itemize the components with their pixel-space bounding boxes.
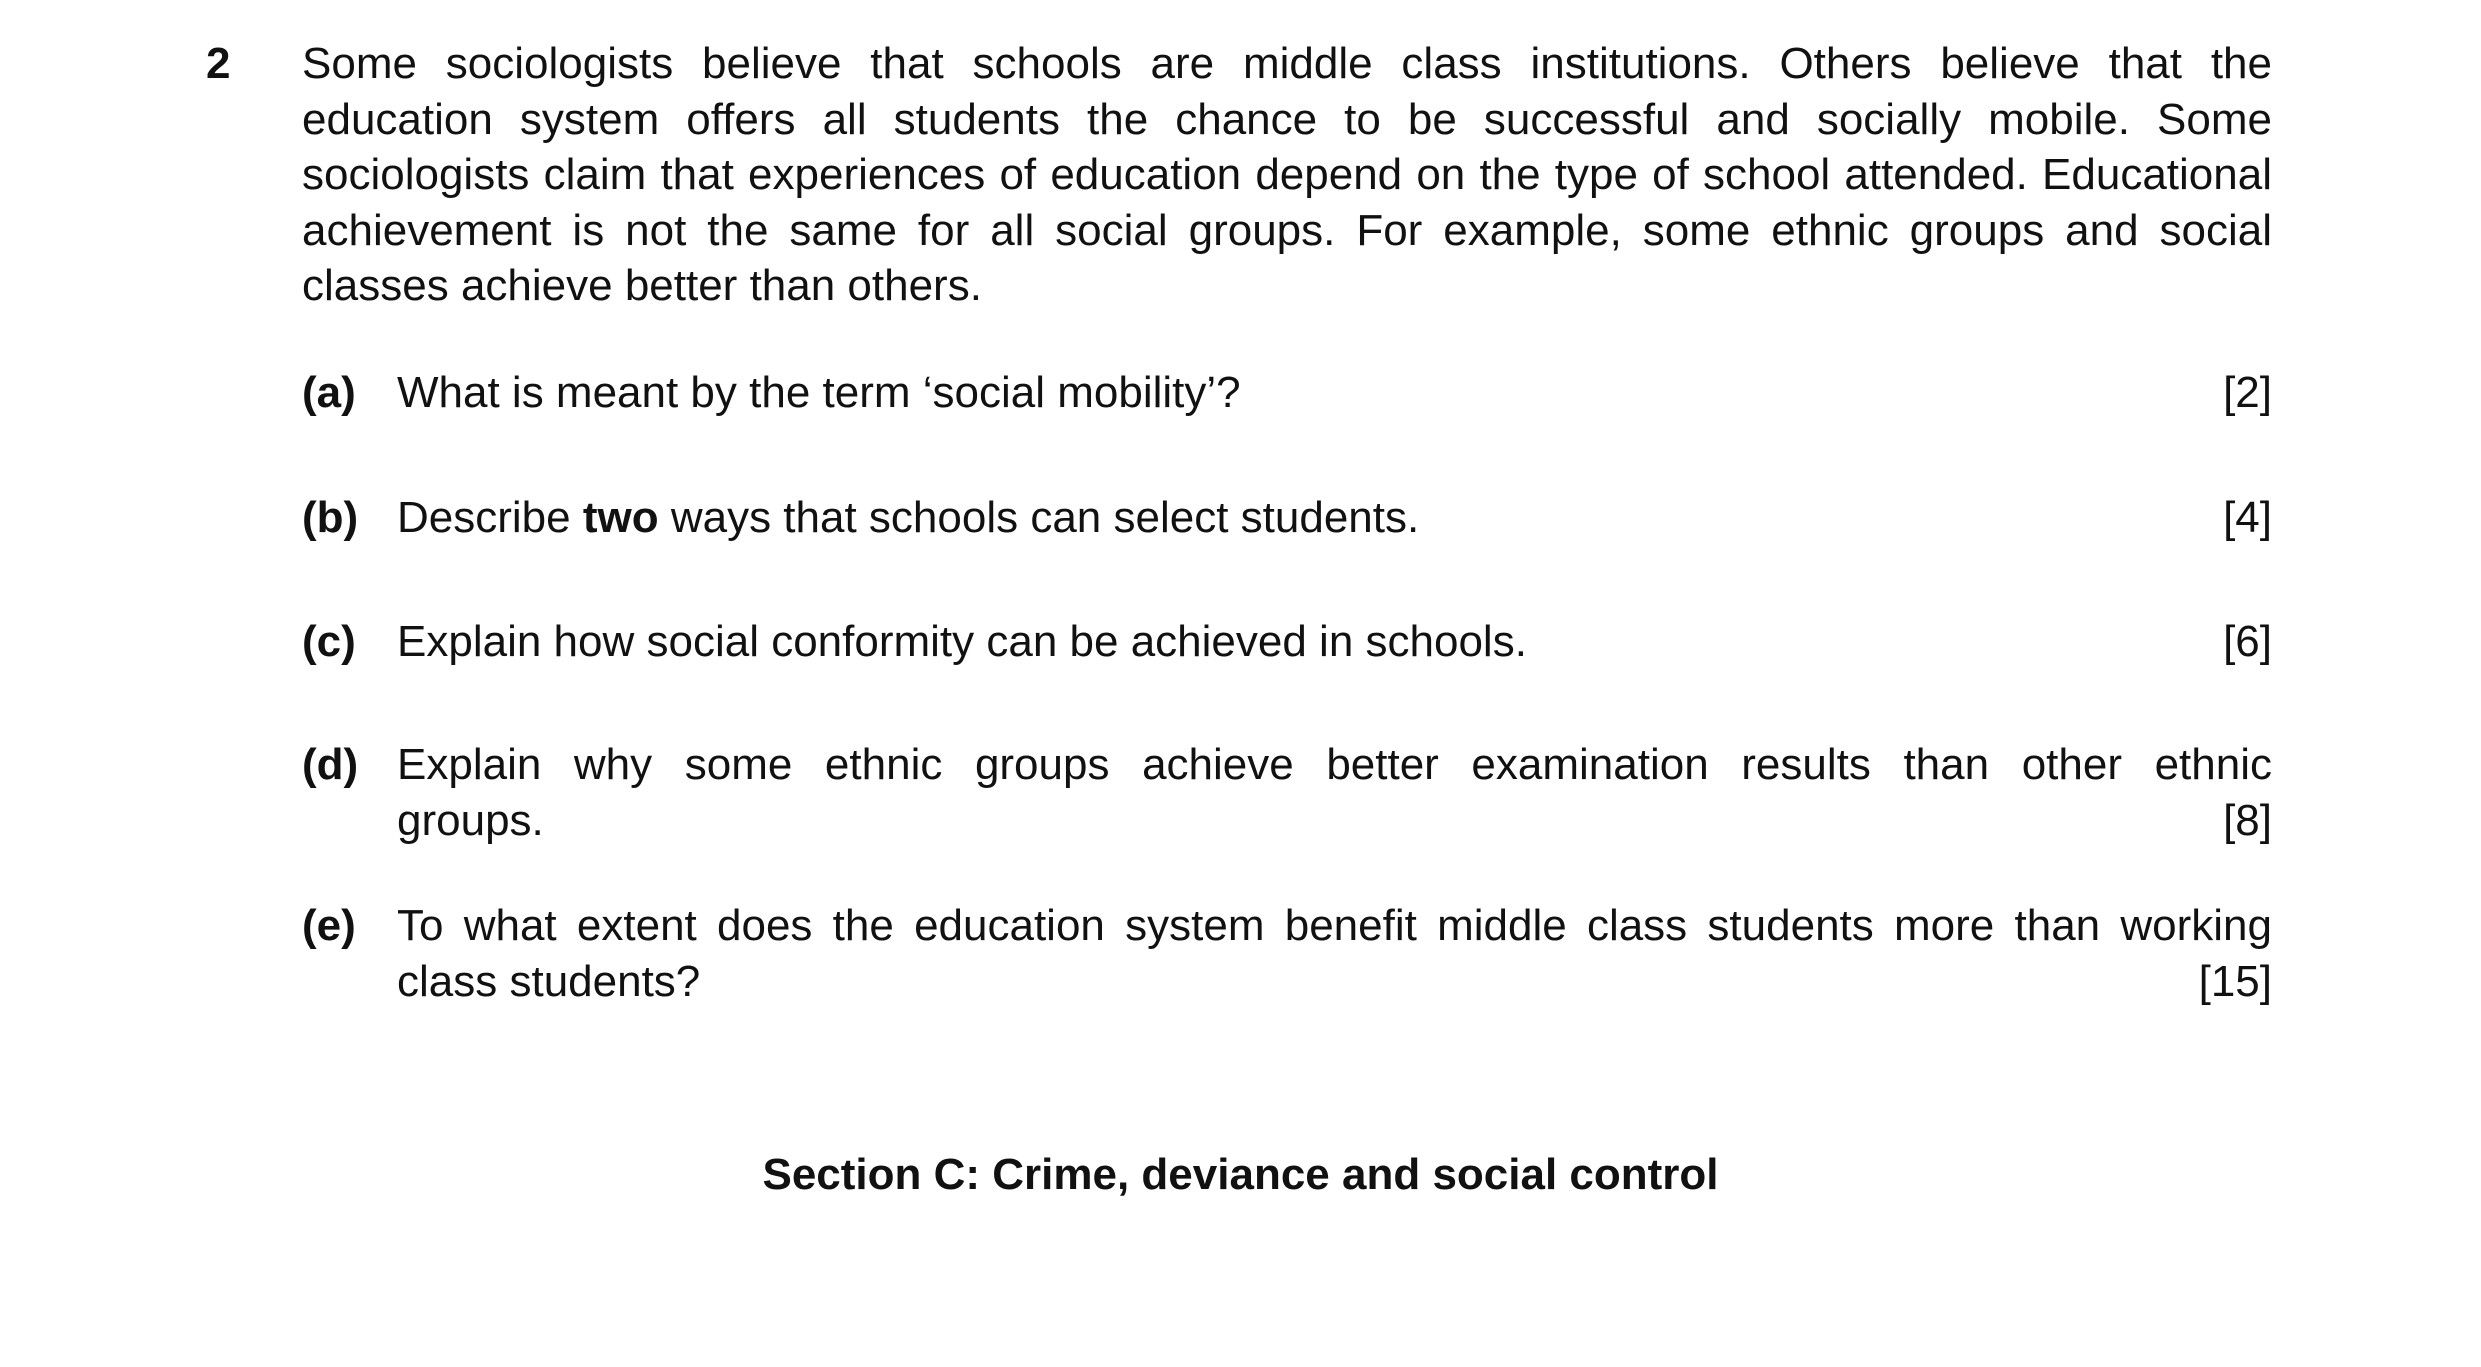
marks: [4]	[2223, 493, 2272, 542]
part-text-line: Explain why some ethnic groups achieve better examination results than other ethnic	[397, 740, 2272, 789]
part-text-line: groups.	[397, 795, 544, 845]
marks: [8]	[2223, 795, 2272, 845]
section-heading	[0, 1147, 2481, 1202]
part-text-line: class students?	[397, 956, 701, 1006]
question-number: 2	[206, 39, 231, 88]
part-text-container	[397, 614, 2272, 670]
part-text-emphasis: two	[582, 493, 659, 542]
question-part-e	[302, 898, 2272, 1010]
part-text-line-container	[397, 954, 2272, 1010]
question-part-b	[302, 490, 2272, 546]
part-label: (d)	[302, 740, 359, 789]
part-text: Describe	[397, 493, 583, 542]
question-part-a	[302, 365, 2272, 421]
part-text-line-container	[397, 793, 2272, 849]
marks: [2]	[2223, 368, 2272, 417]
question-part-c	[302, 614, 2272, 670]
part-text: Explain how social conformity can be achieved in schools.	[397, 617, 1527, 666]
part-label: (a)	[302, 368, 356, 417]
marks: [6]	[2223, 617, 2272, 666]
section-heading-text: Section C: Crime, deviance and social control	[762, 1150, 1719, 1199]
part-label: (c)	[302, 617, 356, 666]
part-text-container	[397, 490, 2272, 546]
question-part-d	[302, 737, 2272, 849]
part-text-line: To what extent does the education system benefit middle class students more than working	[397, 901, 2272, 950]
part-text: ways that schools can select students.	[658, 493, 1420, 542]
part-text: What is meant by the term ‘social mobility’?	[397, 368, 1241, 417]
marks: [15]	[2198, 956, 2272, 1006]
part-text-container	[397, 365, 2272, 421]
question-intro: Some sociologists believe that schools are middle class institutions. Others believe that the education system offers all students the chance to be successful and socially mobile. Some sociologists claim that experiences of education depend on the type of school attended. Educational achievement is not the same for all social groups. For example, some ethnic groups and social classes achieve better than others.	[302, 39, 2272, 310]
part-label: (e)	[302, 901, 356, 950]
part-label: (b)	[302, 493, 359, 542]
